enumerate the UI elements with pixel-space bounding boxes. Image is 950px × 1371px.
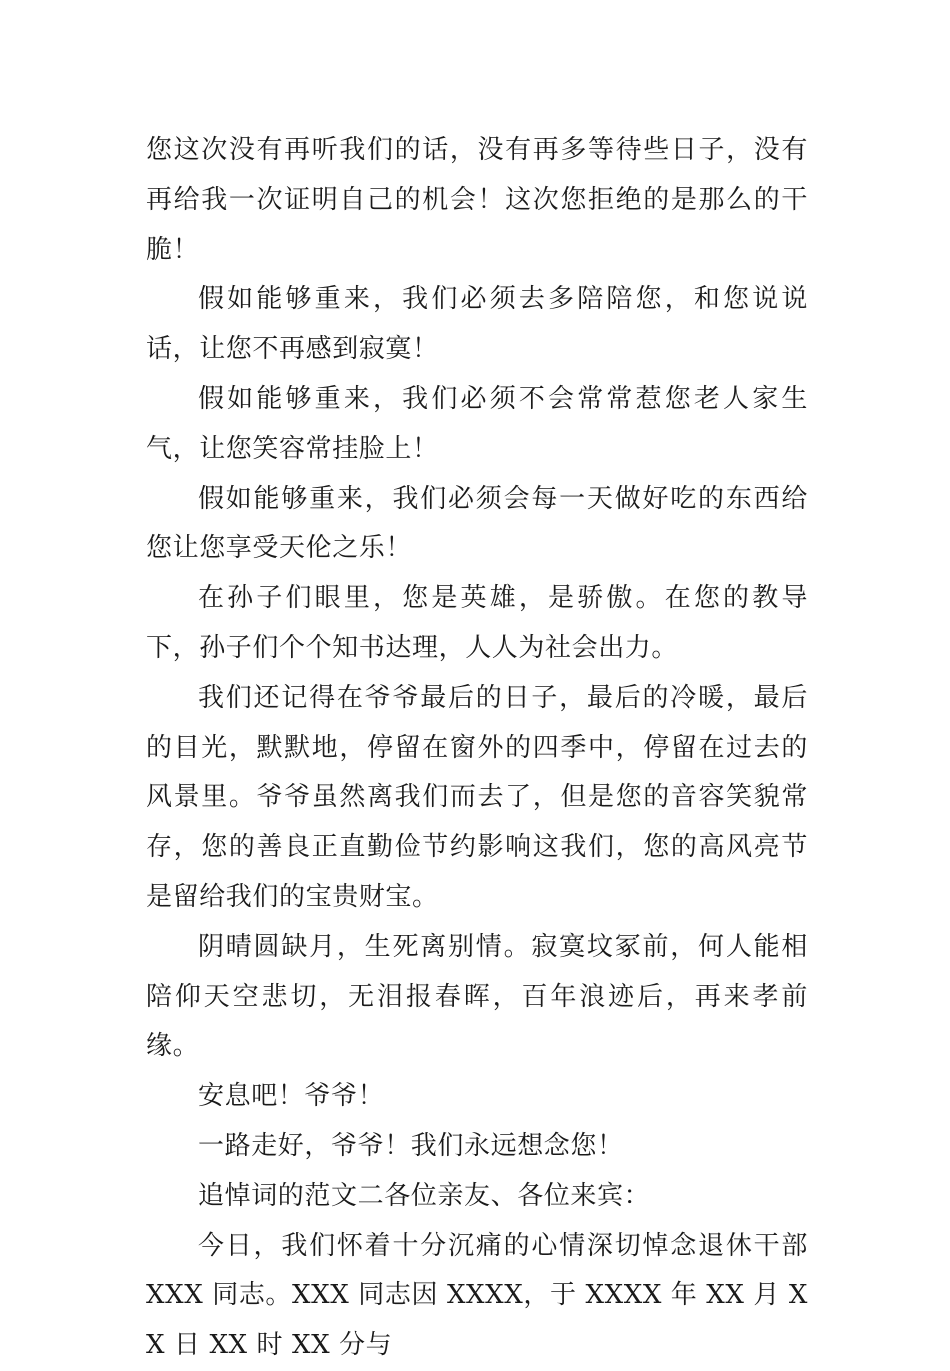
paragraph-continuation: 您这次没有再听我们的话，没有再多等待些日子，没有再给我一次证明自己的机会！这次您拒绝的是那么的干脆！ <box>146 135 808 265</box>
paragraph: 安息吧！爷爷！ <box>198 1081 385 1112</box>
paragraph: 假如能够重来，我们必须不会常常惹您老人家生气，让您笑容常挂脸上！ <box>146 383 808 464</box>
paragraph: 我们还记得在爷爷最后的日子，最后的冷暖，最后的目光，默默地，停留在窗外的四季中，停留在过去的风景里。爷爷虽然离我们而去了，但是您的音容笑貌常存，您的善良正直勤俭节约影响这我们，您的高风亮节是留给我们的宝贵财宝。 <box>146 682 808 912</box>
paragraph: 阴晴圆缺月，生死离别情。寂寞坟冢前，何人能相陪仰天空悲切，无泪报春晖，百年浪迹后，再来孝前缘。 <box>146 931 808 1062</box>
section-heading: 追悼词的范文二各位亲友、各位来宾： <box>198 1180 651 1211</box>
paragraph: 在孙子们眼里，您是英雄，是骄傲。在您的教导下，孙子们个个知书达理，人人为社会出力。 <box>146 583 808 663</box>
paragraph: 今日，我们怀着十分沉痛的心情深切悼念退休干部 XXX 同志。XXX 同志因 XXXX，于 XXXX 年 XX 月 XX 日 XX 时 XX 分与 <box>146 1230 808 1361</box>
paragraph: 假如能够重来，我们必须会每一天做好吃的东西给您让您享受天伦之乐！ <box>146 483 808 564</box>
paragraph: 一路走好，爷爷！我们永远想念您！ <box>198 1130 624 1161</box>
document-body <box>146 126 808 1371</box>
paragraph: 假如能够重来，我们必须去多陪陪您，和您说说话，让您不再感到寂寞！ <box>146 284 808 365</box>
